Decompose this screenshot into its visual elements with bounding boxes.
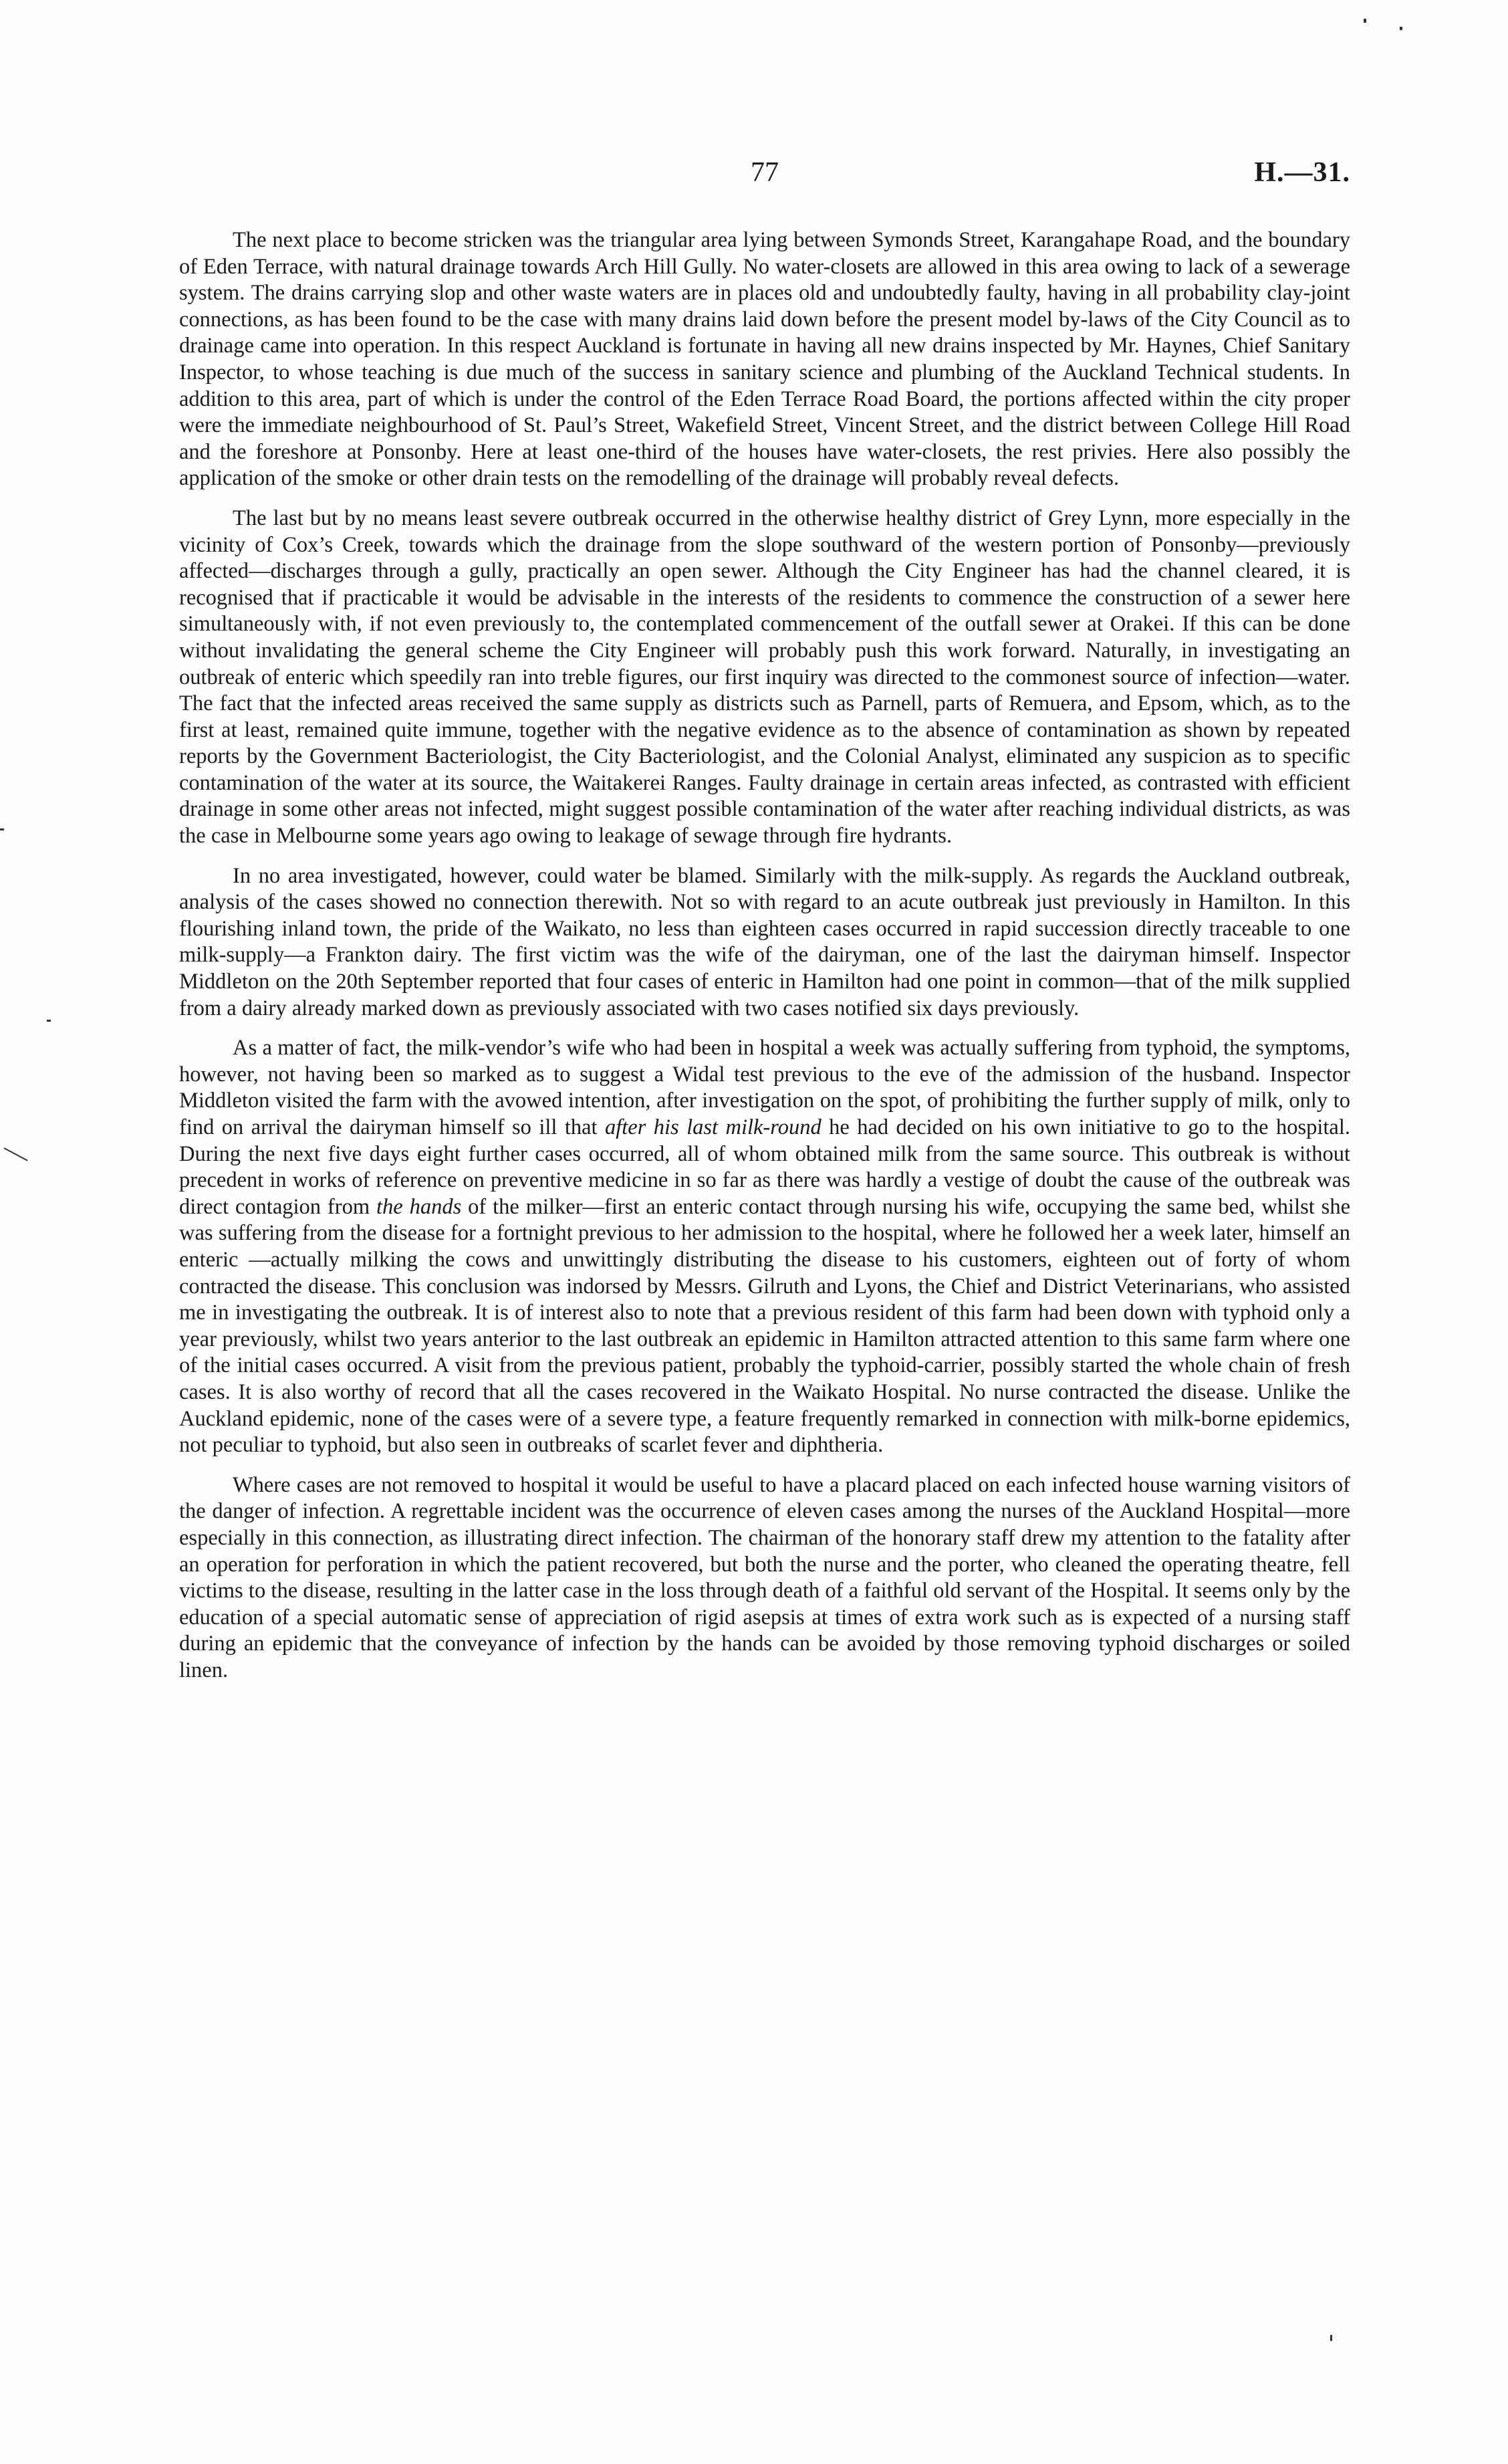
document-reference: H.—31. [1254, 157, 1350, 188]
emphasis-milk-round: after his last milk-round [604, 1115, 822, 1139]
page-header [179, 155, 1350, 195]
margin-mark-top-right [1364, 19, 1366, 23]
paragraph-grey-lynn: The last but by no means least severe outbreak occurred in the otherwise healthy district of Grey Lynn, more especially in the vicinity of Cox’s Creek, towards which the drainage from the slope southward of the western portion of Ponsonby—previously affected—discharges through a gully, practically an open sewer. Although the City Engineer has had the channel cleared, it is recognised that if practicable it would be advisable in the interests of the residents to commence the construction of a sewer here simultaneously with, if not even previously to, the contemplated commencement of the outfall sewer at Orakei. If this can be done without invalidating the general scheme the City Engineer will probably push this work forward. Naturally, in investigating an outbreak of enteric which speedily ran into treble figures, our first inquiry was directed to the commonest source of infection—water. The fact that the infected areas received the same supply as districts such as Parnell, parts of Remuera, and Epsom, which, as to the first at least, remained quite immune, together with the negative evidence as to the absence of contamination as shown by repeated reports by the Government Bacteriologist, the City Bacteriologist, and the Colonial Analyst, eliminated any suspicion as to specific contamination of the water at its source, the Waitakerei Ranges. Faulty drainage in certain areas infected, as contrasted with efficient drainage in some other areas not infected, might suggest possible contamination of the water after reaching individual districts, as was the case in Melbourne some years ago owing to leakage of sewage through fire hydrants. [179, 506, 1350, 849]
paragraph-symonds-street: The next place to become stricken was the triangular area lying between Symonds Street, Karangahape Road, and the boundary of Eden Terrace, with natural drainage towards Arch Hill Gully. No water-closets are allowed in this area owing to lack of a sewerage system. The drains carrying slop and other waste waters are in places old and undoubtedly faulty, having in all probability clay-joint connections, as has been found to be the case with many drains laid down before the present model by-laws of the City Council as to drainage came into operation. In this respect Auckland is fortunate in having all new drains inspected by Mr. Haynes, Chief Sanitary Inspector, to whose teaching is due much of the success in sanitary science and plumbing of the Auckland Technical students. In addition to this area, part of which is under the control of the Eden Terrace Road Board, the portions affected within the city proper were the immediate neighbourhood of St. Paul’s Street, Wakefield Street, Vincent Street, and the district between College Hill Road and the foreshore at Ponsonby. Here at least one-third of the houses have water-closets, the rest privies. Here also possibly the application of the smoke or other drain tests on the remodelling of the drainage will probably reveal defects. [179, 228, 1350, 491]
body-text [179, 227, 1350, 1697]
margin-mark-left-3 [4, 1147, 28, 1161]
emphasis-the-hands: the hands [376, 1194, 462, 1219]
page-number: 77 [751, 157, 779, 188]
margin-mark-right-1 [1330, 2335, 1332, 2341]
paragraph-hamilton-outbreak [179, 1035, 1350, 1459]
margin-mark-left-1 [0, 828, 4, 830]
paragraph-milk-supply: In no area investigated, however, could water be blamed. Similarly with the milk-supply. As regards the Auckland outbreak, analysis of the cases showed no connection therewith. Not so with regard to an acute outbreak just previously in Hamilton. In this flourishing inland town, the pride of the Waikato, no less than eighteen cases occurred in rapid succession directly traceable to one milk-supply—a Frankton dairy. The first victim was the wife of the dairyman, one of the last the dairyman himself. Inspector Middleton on the 20th September reported that four cases of enteric in Hamilton had one point in common—that of the milk supplied from a dairy already marked down as previously associated with two cases notified six days previously. [179, 863, 1350, 1020]
margin-mark-left-2 [47, 1020, 51, 1022]
paragraph-text: of the milker—first an enteric contact through nursing his wife, occupying the same bed, whilst she was suffering from the disease for a fortnight previous to her admission to the hospital, where he followed her a week later, himself an enteric —actually milking the cows and unwittingly distributing the disease to his customers, eighteen out of forty of whom contracted the disease. This conclusion was indorsed by Messrs. Gilruth and Lyons, the Chief and District Veterinarians, who assisted me in investigating the outbreak. It is of interest also to note that a previous resident of this farm had been down with typhoid only a year previously, whilst two years anterior to the last outbreak an epidemic in Hamilton attracted attention to this same farm where one of the initial cases occurred. A visit from the previous patient, probably the typhoid-carrier, possibly started the whole chain of fresh cases. It is also worthy of record that all the cases recovered in the Waikato Hospital. No nurse contracted the disease. Unlike the Auckland epidemic, none of the cases were of a severe type, a feature frequently remarked in connection with milk-borne epidemics, not peculiar to typhoid, but also seen in outbreaks of scarlet fever and diphtheria. [179, 1194, 1350, 1458]
paragraph-text: he had decided on his own initiative to go to the hospital. During the next five days eight further cases occurred, all of whom obtained milk from the same source. This outbreak is without precedent in works of reference on preventive medicine in so far as there was hardly a vestige of doubt the cause of the outbreak was direct contagion from [179, 1115, 1350, 1219]
paragraph-hospital-infection: Where cases are not removed to hospital it would be useful to have a placard placed on each infected house warning visitors of the danger of infection. A regrettable incident was the occurrence of eleven cases among the nurses of the Auckland Hospital—more especially in this connection, as illustrating direct infection. The chairman of the honorary staff drew my attention to the fatality after an operation for perforation in which the patient recovered, but both the nurse and the porter, who cleaned the operating theatre, fell victims to the disease, resulting in the latter case in the loss through death of a faithful old servant of the Hospital. It seems only by the education of a special automatic sense of appreciation of rigid asepsis at times of extra work such as is expected of a nursing staff during an epidemic that the conveyance of infection by the hands can be avoided by those removing typhoid discharges or soiled linen. [179, 1472, 1350, 1682]
paragraph-text: As a matter of fact, the milk-vendor’s wife who had been in hospital a week was actually suffering from typhoid, the symptoms, however, not having been so marked as to suggest a Widal test previous to the eve of the admission of the husband. Inspector Middleton visited the farm with the avowed intention, after investigation on the spot, of prohibiting the further supply of milk, only to find on arrival the dairyman himself so ill that [179, 1036, 1350, 1139]
margin-mark-top-right-2 [1400, 27, 1402, 30]
